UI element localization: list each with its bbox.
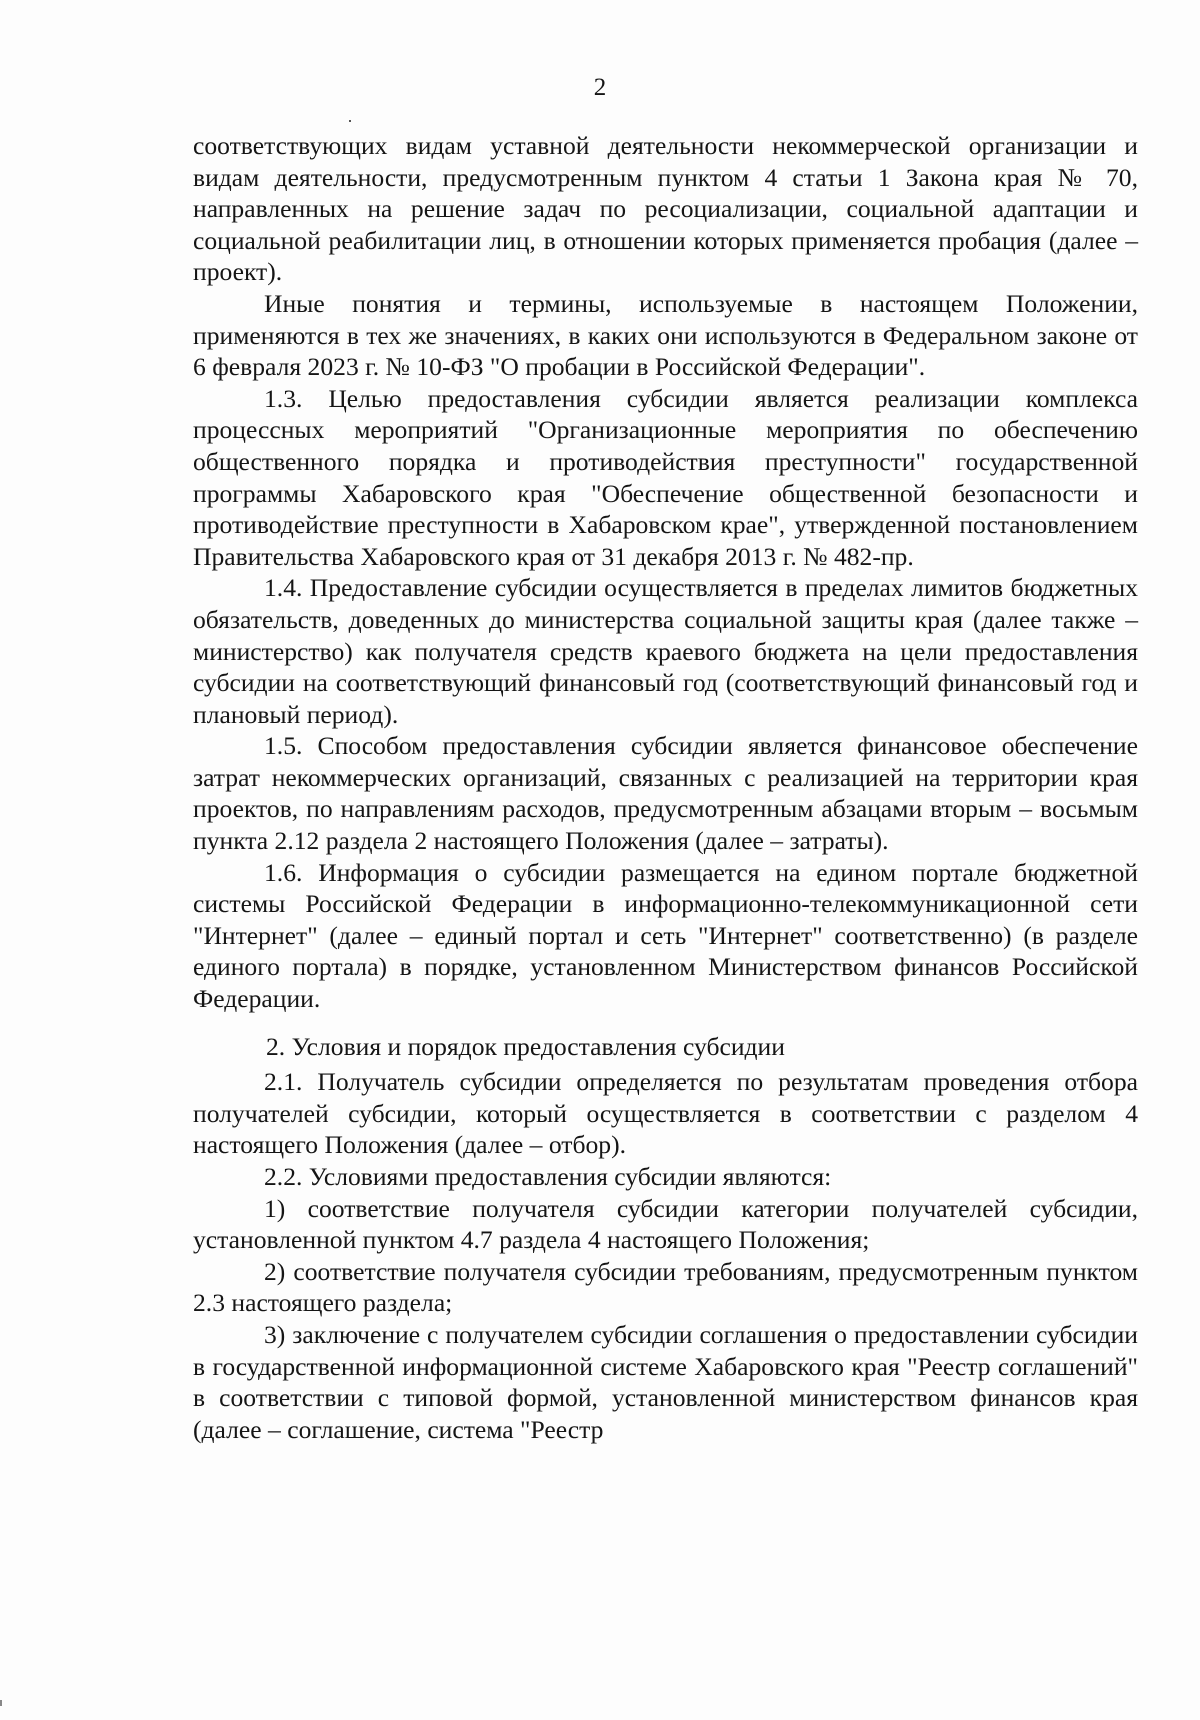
paragraph-2-2: 2.2. Условиями предоставления субсидии являются: [264,1162,832,1191]
paragraph-1-5: 1.5. Способом предоставления субсидии является финансовое обеспечение затрат некоммерческих организаций, связанных с реализацией на территории края проектов, по направлениям расходов, предусмотренным абзацами вторым – восьмым пункта 2.12 раздела 2 настоящего Положения (далее – затраты). [193,731,1138,856]
page-number: 2 [593,74,607,101]
paragraph-terms: Иные понятия и термины, используемые в настоящем Положении, применяются в тех же значениях, в каких они используются в Федеральном законе от 6 февраля 2023 г. № 10-ФЗ "О пробации в Российской Федерации". [193,288,1138,382]
paragraph-1-6: 1.6. Информация о субсидии размещается на едином портале бюджетной системы Российской Федерации в информационно-телекоммуникационной сети "Интернет" (далее – единый портал и сеть "Интернет" соответственно) (в разделе единого портала) в порядке, установленном Министерством финансов Российской Федерации. [193,857,1138,1014]
scan-speck [349,120,351,122]
list-item-3: 3) заключение с получателем субсидии соглашения о предоставлении субсидии в государственной информационной системе Хабаровского края "Реестр соглашений" в соответствии с типовой формой, установленной министерством финансов края (далее – соглашение, система "Реестр [193,1319,1138,1444]
scan-edge-mark [0,1700,2,1706]
paragraph-1-4: 1.4. Предоставление субсидии осуществляется в пределах лимитов бюджетных обязательств, доведенных до министерства социальной защиты края (далее также – министерство) как получателя средств краевого бюджета на цели предоставления субсидии на соответствующий финансовый год (соответствующий финансовый год и плановый период). [193,573,1138,729]
paragraph-2-1: 2.1. Получатель субсидии определяется по результатам проведения отбора получателей субсидии, который осуществляется в соответствии с разделом 4 настоящего Положения (далее – отбор). [193,1067,1138,1160]
document-body [193,130,1138,1445]
section-heading-2: 2. Условия и порядок предоставления субсидии [266,1031,785,1061]
paragraph-continuation: соответствующих видам уставной деятельности некоммерческой организации и видам деятельности, предусмотренным пунктом 4 статьи 1 Закона края № 70, направленных на решение задач по ресоциализации, социальной адаптации и социальной реабилитации лиц, в отношении которых применяется пробация (далее – проект). [193,131,1138,287]
list-item-2: 2) соответствие получателя субсидии требованиям, предусмотренным пунктом 2.3 настоящего раздела; [193,1256,1138,1318]
paragraph-1-3: 1.3. Целью предоставления субсидии является реализации комплекса процессных мероприятий "Организационные мероприятия по обеспечению общественного порядка и противодействия преступности" государственной программы Хабаровского края "Обеспечение общественной безопасности и противодействие преступности в Хабаровском крае", утвержденной постановлением Правительства Хабаровского края от 31 декабря 2013 г. № 482-пр. [193,383,1138,571]
list-item-1: 1) соответствие получателя субсидии категории получателей субсидии, установленной пунктом 4.7 раздела 4 настоящего Положения; [193,1193,1138,1255]
